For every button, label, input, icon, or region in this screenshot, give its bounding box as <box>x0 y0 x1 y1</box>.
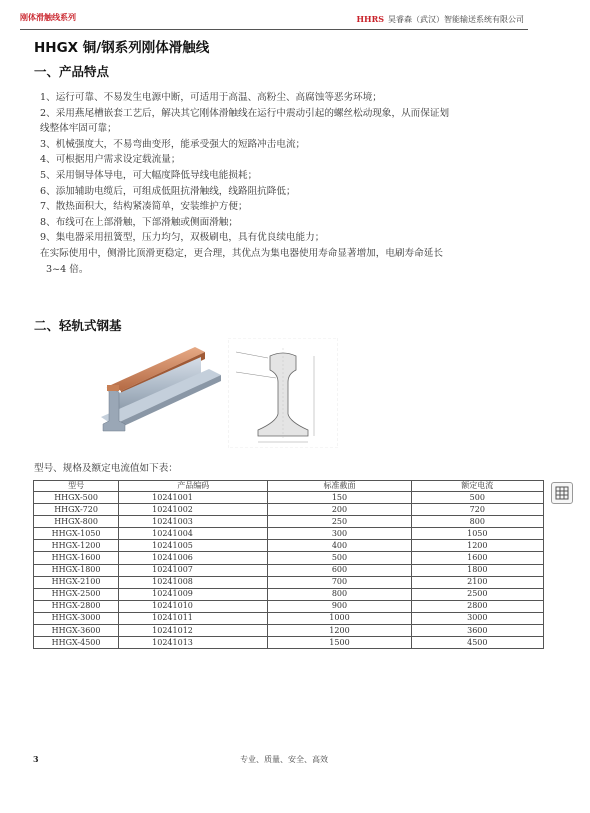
feature-item: 1、运行可靠、不易发生电源中断，可适用于高温、高粉尘、高腐蚀等恶劣环境； <box>40 92 382 103</box>
feature-item: 4、可根据用户需求设定载流量； <box>40 154 181 166</box>
cell-section: 150 <box>268 492 411 504</box>
cell-current: 800 <box>411 516 543 528</box>
cell-section: 250 <box>268 516 411 528</box>
cell-current: 2500 <box>411 588 543 600</box>
cell-code: 10241002 <box>119 504 268 516</box>
cell-current: 1050 <box>411 528 543 540</box>
cell-section: 600 <box>268 564 411 576</box>
table-row <box>34 492 544 504</box>
feature-item: 3~4 倍。 <box>46 263 89 275</box>
cell-model: HHGX-1800 <box>34 564 119 576</box>
header-brand: HHRS <box>356 14 384 24</box>
footer-slogan: 专业、质量、安全、高效 <box>240 755 328 764</box>
section1-heading: 一、产品特点 <box>34 64 110 79</box>
cell-code: 10241008 <box>119 576 268 588</box>
cell-current: 720 <box>411 504 543 516</box>
cell-model: HHGX-1600 <box>34 552 119 564</box>
header-divider <box>20 29 528 30</box>
col-header-model: 型号 <box>34 481 119 492</box>
cell-code: 10241012 <box>119 625 268 637</box>
cell-section: 300 <box>268 528 411 540</box>
feature-item: 3、机械强度大，不易弯曲变形，能承受强大的短路冲击电流； <box>40 138 306 150</box>
cell-code: 10241011 <box>119 612 268 624</box>
table-row <box>34 540 544 552</box>
cell-model: HHGX-500 <box>34 492 119 504</box>
cell-section: 1500 <box>268 637 411 649</box>
cell-model: HHGX-4500 <box>34 637 119 649</box>
cell-code: 10241001 <box>119 492 268 504</box>
table-row <box>34 612 544 624</box>
cell-section: 400 <box>268 540 411 552</box>
table-row <box>34 588 544 600</box>
feature-item: 8、布线可在上部滑触，下部滑触或侧面滑触； <box>40 216 238 228</box>
page-number: 3 <box>33 754 39 764</box>
cell-code: 10241005 <box>119 540 268 552</box>
section2-heading: 二、轻轨式钢基 <box>34 318 122 333</box>
cell-model: HHGX-2800 <box>34 600 119 612</box>
cell-current: 2800 <box>411 600 543 612</box>
table-row <box>34 528 544 540</box>
cell-code: 10241004 <box>119 528 268 540</box>
col-header-section: 标准截面 <box>268 481 411 492</box>
table-row <box>34 625 544 637</box>
cell-code: 10241007 <box>119 564 268 576</box>
table-row <box>34 516 544 528</box>
table-row <box>34 576 544 588</box>
cell-model: HHGX-3000 <box>34 612 119 624</box>
cell-code: 10241006 <box>119 552 268 564</box>
features-list <box>40 90 555 277</box>
table-tool-icon <box>555 486 569 500</box>
page-title: HHGX 铜/钢系列刚体滑触线 <box>34 40 210 56</box>
cell-code: 10241013 <box>119 637 268 649</box>
cell-current: 1600 <box>411 552 543 564</box>
cell-code: 10241003 <box>119 516 268 528</box>
cell-model: HHGX-720 <box>34 504 119 516</box>
spec-table <box>33 480 544 649</box>
rail-product-image <box>97 345 222 440</box>
feature-item: 6、添加辅助电缆后，可组成低阻抗滑触线，线路阻抗降低； <box>40 185 296 197</box>
cell-model: HHGX-1200 <box>34 540 119 552</box>
feature-item: 5、采用铜导体导电，可大幅度降低导线电能损耗； <box>40 169 258 181</box>
cell-model: HHGX-2500 <box>34 588 119 600</box>
cell-code: 10241009 <box>119 588 268 600</box>
header-company-name: 昊睿森（武汉）智能输送系统有限公司 <box>388 15 524 24</box>
cell-section: 800 <box>268 588 411 600</box>
cell-model: HHGX-3600 <box>34 625 119 637</box>
table-row <box>34 564 544 576</box>
cell-section: 1000 <box>268 612 411 624</box>
cell-current: 1800 <box>411 564 543 576</box>
cell-current: 3600 <box>411 625 543 637</box>
feature-item: 9、集电器采用扭簧型，压力均匀，双极刷电，具有优良续电能力； <box>40 232 325 244</box>
cell-current: 500 <box>411 492 543 504</box>
cell-model: HHGX-800 <box>34 516 119 528</box>
feature-item: 7、散热面积大，结构紧凑简单，安装维护方便； <box>40 201 248 213</box>
header-series-label: 刚体滑触线系列 <box>20 13 76 22</box>
feature-item: 线整体牢固可靠； <box>40 123 117 135</box>
col-header-current: 额定电流 <box>411 481 543 492</box>
cell-section: 200 <box>268 504 411 516</box>
header-company <box>356 14 524 25</box>
table-row <box>34 600 544 612</box>
feature-item: 2、采用燕尾槽嵌套工艺后，解决其它刚体滑触线在运行中震动引起的螺丝松动现象，从而保证划 <box>40 107 450 119</box>
col-header-code: 产品编码 <box>119 481 268 492</box>
table-row <box>34 637 544 649</box>
cell-model: HHGX-1050 <box>34 528 119 540</box>
cell-current: 3000 <box>411 612 543 624</box>
rail-cross-section-drawing <box>228 338 338 448</box>
cell-current: 2100 <box>411 576 543 588</box>
cell-code: 10241010 <box>119 600 268 612</box>
table-header-row <box>34 481 544 492</box>
table-row <box>34 552 544 564</box>
cell-section: 1200 <box>268 625 411 637</box>
cell-section: 700 <box>268 576 411 588</box>
cell-section: 500 <box>268 552 411 564</box>
cell-current: 4500 <box>411 637 543 649</box>
feature-item: 在实际使用中，侧滑比顶滑更稳定，更合理，其优点为集电器使用寿命显著增加，电刷寿命延长 <box>40 247 443 259</box>
table-tool-button[interactable] <box>551 482 573 504</box>
table-row <box>34 504 544 516</box>
table-caption: 型号、规格及额定电流值如下表： <box>34 463 178 474</box>
cell-model: HHGX-2100 <box>34 576 119 588</box>
cell-current: 1200 <box>411 540 543 552</box>
cell-section: 900 <box>268 600 411 612</box>
